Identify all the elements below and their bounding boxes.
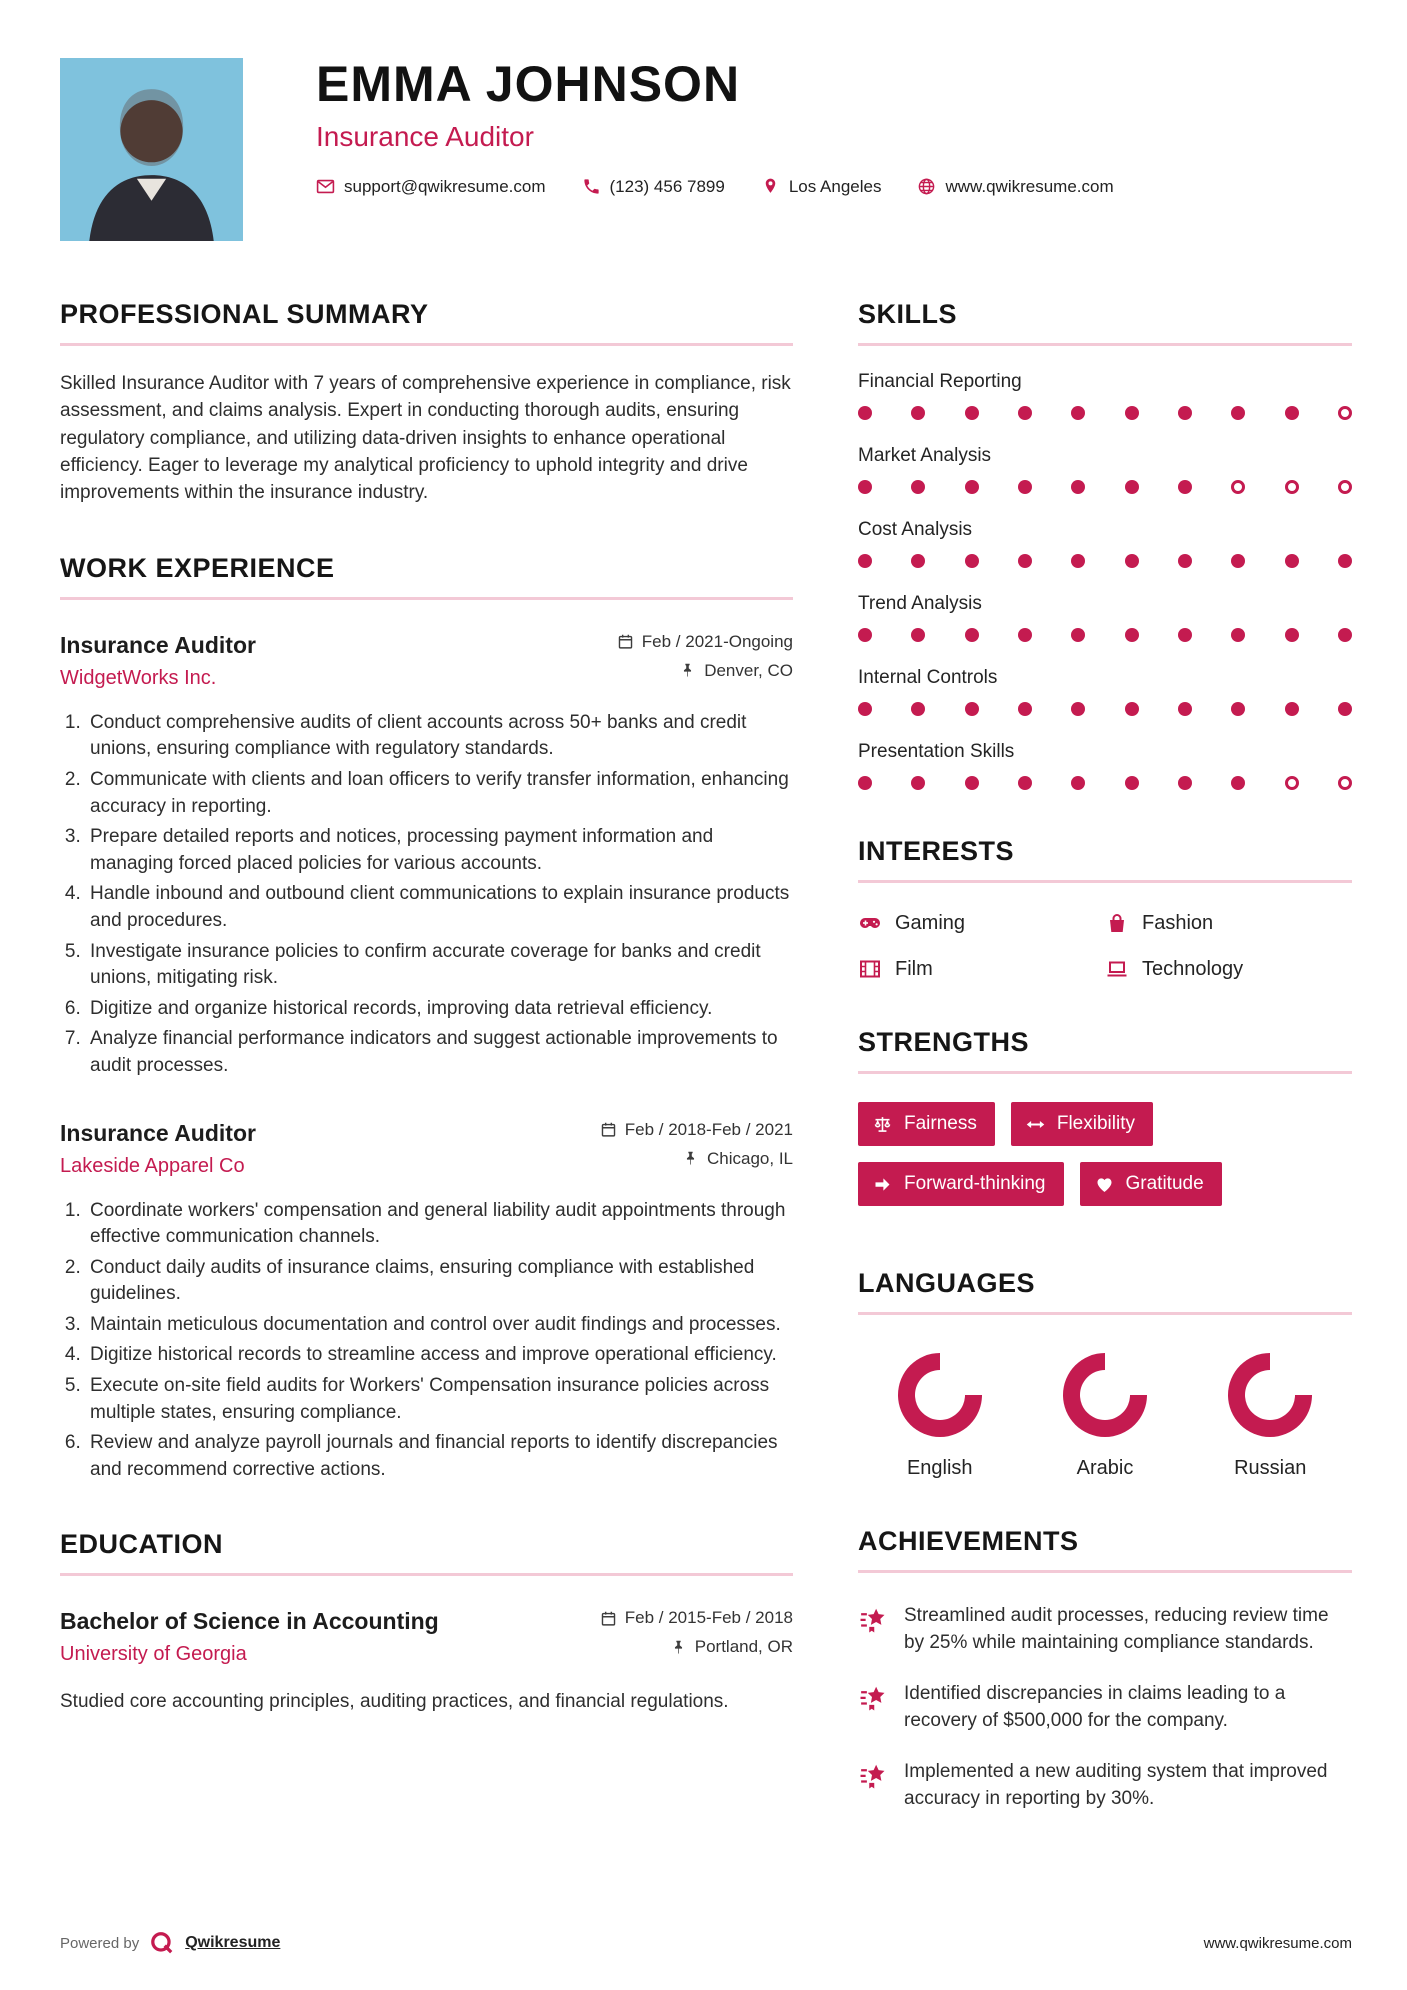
skill-dot bbox=[1178, 554, 1192, 568]
bullet: 5. Execute on-site field audits for Workers' Compensation insurance policies across multiple states, ensuring compliance. bbox=[86, 1373, 793, 1426]
section-professional-summary bbox=[60, 299, 793, 507]
skill-dot bbox=[1231, 776, 1245, 790]
location-pin-icon bbox=[761, 177, 780, 196]
language-donut bbox=[1063, 1353, 1147, 1437]
skill-row bbox=[858, 593, 1352, 642]
heart-icon bbox=[1094, 1174, 1115, 1195]
bullet: 2. Conduct daily audits of insurance claims, ensuring compliance with established guidelines. bbox=[86, 1255, 793, 1308]
skill-dot bbox=[1018, 776, 1032, 790]
achievement-text: Identified discrepancies in claims leading to a recovery of $500,000 for the company. bbox=[904, 1682, 1286, 1731]
calendar-icon bbox=[617, 633, 634, 650]
skill-label: Financial Reporting bbox=[858, 371, 1022, 392]
interest-item bbox=[858, 911, 1105, 935]
language-item bbox=[1027, 1353, 1183, 1480]
skill-label: Presentation Skills bbox=[858, 741, 1015, 762]
skill-dot bbox=[1231, 406, 1245, 420]
section-work-experience bbox=[60, 553, 793, 1484]
achievements-heading: ACHIEVEMENTS bbox=[858, 1526, 1352, 1573]
education-dates bbox=[600, 1608, 793, 1628]
skill-dot bbox=[1231, 554, 1245, 568]
skill-dot bbox=[1125, 480, 1139, 494]
bullet: 6. Digitize and organize historical records, improving data retrieval efficiency. bbox=[86, 996, 793, 1023]
right-column bbox=[858, 299, 1352, 1859]
skill-rating bbox=[858, 480, 1352, 494]
education-entry bbox=[60, 1608, 793, 1715]
language-label: Russian bbox=[1234, 1457, 1307, 1479]
contact-phone-text: (123) 456 7899 bbox=[609, 176, 725, 196]
contact-phone bbox=[582, 177, 725, 197]
skill-label: Internal Controls bbox=[858, 667, 998, 688]
job-head bbox=[60, 632, 793, 690]
skill-dot bbox=[1125, 406, 1139, 420]
skill-dot bbox=[1285, 554, 1299, 568]
contact-email[interactable] bbox=[316, 177, 546, 197]
bullet: 1. Conduct comprehensive audits of client accounts across 50+ banks and credit unions, ensuring compliance with regulatory standards. bbox=[86, 710, 793, 763]
calendar-icon bbox=[600, 1610, 617, 1627]
skill-label: Market Analysis bbox=[858, 445, 992, 466]
handbag-icon bbox=[1105, 911, 1129, 935]
globe-icon bbox=[917, 177, 936, 196]
skill-dot bbox=[858, 702, 872, 716]
gamepad-icon bbox=[858, 911, 882, 935]
language-donut bbox=[1228, 1353, 1312, 1437]
skill-dot bbox=[965, 480, 979, 494]
achievements-list bbox=[858, 1603, 1352, 1813]
film-icon bbox=[858, 957, 882, 981]
job-head bbox=[60, 1120, 793, 1178]
skill-dot bbox=[1285, 776, 1299, 790]
skill-dot bbox=[965, 776, 979, 790]
skills-heading: SKILLS bbox=[858, 299, 1352, 346]
job-entry bbox=[60, 632, 793, 1080]
work-heading: WORK EXPERIENCE bbox=[60, 553, 793, 600]
skill-dot bbox=[1018, 628, 1032, 642]
profile-photo-silhouette bbox=[60, 58, 243, 241]
qwikresume-brand-link[interactable]: Qwikresume bbox=[185, 1934, 281, 1951]
skill-row bbox=[858, 741, 1352, 790]
strength-badge bbox=[858, 1162, 1064, 1206]
header bbox=[0, 0, 1407, 241]
strength-label: Fairness bbox=[904, 1113, 977, 1134]
strength-badge bbox=[858, 1102, 995, 1146]
skill-dot bbox=[1071, 628, 1085, 642]
person-name: EMMA JOHNSON bbox=[316, 56, 741, 112]
skill-label: Trend Analysis bbox=[858, 593, 982, 614]
contact-email-text: support@qwikresume.com bbox=[344, 176, 546, 196]
phone-icon bbox=[582, 177, 601, 196]
footer bbox=[60, 1930, 1352, 1956]
bullet: 4. Handle inbound and outbound client communications to explain insurance products and procedures. bbox=[86, 881, 793, 934]
education-head bbox=[60, 1608, 793, 1666]
skill-dot bbox=[911, 406, 925, 420]
interest-item bbox=[1105, 957, 1352, 981]
profile-photo bbox=[60, 58, 243, 241]
skill-dot bbox=[1178, 702, 1192, 716]
job-company: WidgetWorks Inc. bbox=[60, 666, 217, 689]
skill-dot bbox=[1178, 776, 1192, 790]
language-item bbox=[862, 1353, 1018, 1480]
bullet: 3. Prepare detailed reports and notices, processing payment information and managing forced placed policies for various accounts. bbox=[86, 824, 793, 877]
skill-rating bbox=[858, 554, 1352, 568]
footer-brand bbox=[60, 1930, 280, 1956]
language-donut bbox=[898, 1353, 982, 1437]
header-text bbox=[316, 58, 1114, 197]
skill-rating bbox=[858, 702, 1352, 716]
bullet: 4. Digitize historical records to streamline access and improve operational efficiency. bbox=[86, 1342, 793, 1369]
skill-dot bbox=[1285, 480, 1299, 494]
skill-dot bbox=[1125, 554, 1139, 568]
section-strengths bbox=[858, 1027, 1352, 1222]
skill-rating bbox=[858, 776, 1352, 790]
bullet: 2. Communicate with clients and loan officers to verify transfer information, enhancing accuracy in reporting. bbox=[86, 767, 793, 820]
bullet: 5. Investigate insurance policies to confirm accurate coverage for banks and credit unions, mitigating risk. bbox=[86, 939, 793, 992]
pushpin-icon bbox=[670, 1639, 687, 1656]
job-head-left bbox=[60, 632, 256, 690]
left-column bbox=[60, 299, 793, 1859]
skill-dot bbox=[1018, 480, 1032, 494]
summary-text: Skilled Insurance Auditor with 7 years of comprehensive experience in compliance, risk assessment, and claims analysis. Expert in conducting thorough audits, ensuring regulatory compliance, and utilizing data-driven insights to enhance operational efficiency. Eager to leverage my analytical proficiency to uphold integrity and drive improvements within the insurance industry. bbox=[60, 373, 791, 504]
languages-heading: LANGUAGES bbox=[858, 1268, 1352, 1315]
contact-location bbox=[761, 177, 882, 197]
bullet: 1. Coordinate workers' compensation and general liability audit appointments through effective communication channels. bbox=[86, 1198, 793, 1251]
skill-dot bbox=[911, 554, 925, 568]
pushpin-icon bbox=[679, 662, 696, 679]
job-bullets bbox=[60, 710, 793, 1080]
job-dates-text: Feb / 2021-Ongoing bbox=[641, 631, 793, 651]
education-school: University of Georgia bbox=[60, 1643, 247, 1666]
calendar-icon bbox=[600, 1121, 617, 1138]
section-languages bbox=[858, 1268, 1352, 1480]
skill-dot bbox=[1018, 702, 1032, 716]
skill-row bbox=[858, 519, 1352, 568]
skill-row bbox=[858, 445, 1352, 494]
job-title: Insurance Auditor bbox=[60, 631, 256, 658]
education-text: Studied core accounting principles, auditing practices, and financial regulations. bbox=[60, 1691, 729, 1713]
job-dates bbox=[617, 632, 793, 652]
interests-heading: INTERESTS bbox=[858, 836, 1352, 883]
skill-rating bbox=[858, 628, 1352, 642]
star-badge-icon bbox=[858, 1605, 888, 1635]
person-title: Insurance Auditor bbox=[316, 120, 534, 152]
job-meta bbox=[617, 632, 793, 681]
skill-row bbox=[858, 667, 1352, 716]
skill-row bbox=[858, 371, 1352, 420]
skill-dot bbox=[1338, 480, 1352, 494]
achievement-text: Streamlined audit processes, reducing review time by 25% while maintaining compliance standards. bbox=[904, 1605, 1329, 1653]
skill-dot bbox=[1285, 406, 1299, 420]
language-item bbox=[1192, 1353, 1348, 1480]
education-dates-text: Feb / 2015-Feb / 2018 bbox=[624, 1608, 793, 1628]
bullet: 7. Analyze financial performance indicators and suggest actionable improvements to audit processes. bbox=[86, 1026, 793, 1079]
skill-dot bbox=[1231, 702, 1245, 716]
job-title: Insurance Auditor bbox=[60, 1119, 256, 1146]
job-dates-text: Feb / 2018-Feb / 2021 bbox=[624, 1119, 793, 1139]
section-achievements bbox=[858, 1526, 1352, 1813]
skill-dot bbox=[1338, 628, 1352, 642]
powered-by-label: Powered by bbox=[60, 1934, 140, 1952]
section-education bbox=[60, 1529, 793, 1715]
achievement-text: Implemented a new auditing system that improved accuracy in reporting by 30%. bbox=[904, 1760, 1328, 1809]
skill-dot bbox=[858, 776, 872, 790]
arrow-right-icon bbox=[872, 1174, 893, 1195]
skill-dot bbox=[1018, 406, 1032, 420]
pushpin-icon bbox=[682, 1150, 699, 1167]
strength-label: Flexibility bbox=[1056, 1113, 1135, 1134]
skill-dot bbox=[911, 480, 925, 494]
strength-badge bbox=[1080, 1162, 1222, 1206]
job-head-left bbox=[60, 1120, 256, 1178]
skill-dot bbox=[1018, 554, 1032, 568]
skill-dot bbox=[1125, 702, 1139, 716]
achievement-item bbox=[858, 1759, 1352, 1813]
education-head-left bbox=[60, 1608, 439, 1666]
achievement-item bbox=[858, 1603, 1352, 1657]
skill-dot bbox=[965, 628, 979, 642]
skill-dot bbox=[858, 480, 872, 494]
skill-dot bbox=[1071, 554, 1085, 568]
strength-label: Forward-thinking bbox=[904, 1173, 1046, 1194]
bullet: 3. Maintain meticulous documentation and control over audit findings and processes. bbox=[86, 1312, 793, 1339]
skill-dot bbox=[911, 628, 925, 642]
strength-badge bbox=[1011, 1102, 1153, 1146]
skill-dot bbox=[911, 776, 925, 790]
skill-dot bbox=[858, 628, 872, 642]
skill-dot bbox=[858, 554, 872, 568]
education-meta bbox=[600, 1608, 793, 1657]
skill-dot bbox=[1338, 406, 1352, 420]
laptop-icon bbox=[1105, 957, 1129, 981]
skill-dot bbox=[1125, 628, 1139, 642]
content-columns bbox=[0, 299, 1407, 1859]
education-location-text: Portland, OR bbox=[694, 1637, 793, 1657]
skill-dot bbox=[1125, 776, 1139, 790]
language-label: Arabic bbox=[1076, 1457, 1134, 1479]
skill-dot bbox=[1071, 480, 1085, 494]
skill-dot bbox=[1071, 776, 1085, 790]
contact-website-text: www.qwikresume.com bbox=[945, 176, 1114, 196]
star-badge-icon bbox=[858, 1761, 888, 1791]
section-skills bbox=[858, 299, 1352, 790]
skill-dot bbox=[1178, 406, 1192, 420]
skill-dot bbox=[1338, 776, 1352, 790]
job-meta bbox=[600, 1120, 793, 1169]
skill-dot bbox=[965, 406, 979, 420]
skill-label: Cost Analysis bbox=[858, 519, 973, 540]
languages-row bbox=[858, 1353, 1352, 1480]
left-right-arrow-icon bbox=[1025, 1114, 1046, 1135]
qwikresume-logo-icon bbox=[149, 1930, 175, 1956]
education-degree: Bachelor of Science in Accounting bbox=[60, 1608, 439, 1635]
star-badge-icon bbox=[858, 1683, 888, 1713]
skill-dot bbox=[858, 406, 872, 420]
skill-rating bbox=[858, 406, 1352, 420]
bullet: 6. Review and analyze payroll journals and financial reports to identify discrepancies and recommend corrective actions. bbox=[86, 1430, 793, 1483]
interest-item bbox=[858, 957, 1105, 981]
skill-dot bbox=[1231, 480, 1245, 494]
interests-grid bbox=[858, 911, 1352, 981]
skill-dot bbox=[1285, 628, 1299, 642]
education-location bbox=[670, 1637, 793, 1657]
summary-heading: PROFESSIONAL SUMMARY bbox=[60, 299, 793, 346]
footer-website-link[interactable]: www.qwikresume.com bbox=[1203, 1934, 1352, 1952]
skill-dot bbox=[911, 702, 925, 716]
job-location-text: Denver, CO bbox=[704, 660, 793, 680]
skill-dot bbox=[1338, 554, 1352, 568]
strengths-heading: STRENGTHS bbox=[858, 1027, 1352, 1074]
skill-dot bbox=[1178, 480, 1192, 494]
job-company: Lakeside Apparel Co bbox=[60, 1154, 245, 1177]
job-location-text: Chicago, IL bbox=[707, 1148, 793, 1168]
interest-label: Fashion bbox=[1142, 911, 1214, 934]
job-dates bbox=[600, 1120, 793, 1140]
job-entry bbox=[60, 1120, 793, 1484]
job-bullets bbox=[60, 1198, 793, 1484]
contact-website[interactable] bbox=[917, 177, 1113, 197]
section-interests bbox=[858, 836, 1352, 981]
scales-icon bbox=[872, 1114, 893, 1135]
strengths-badges bbox=[858, 1102, 1352, 1222]
skill-dot bbox=[1285, 702, 1299, 716]
skill-dot bbox=[1071, 702, 1085, 716]
skill-dot bbox=[1231, 628, 1245, 642]
email-icon bbox=[316, 177, 335, 196]
skill-dot bbox=[965, 702, 979, 716]
skill-dot bbox=[1071, 406, 1085, 420]
education-heading: EDUCATION bbox=[60, 1529, 793, 1576]
skill-dot bbox=[965, 554, 979, 568]
achievement-item bbox=[858, 1681, 1352, 1735]
contact-location-text: Los Angeles bbox=[788, 176, 882, 196]
skill-dot bbox=[1178, 628, 1192, 642]
interest-label: Film bbox=[895, 957, 933, 980]
contact-row bbox=[316, 177, 1114, 197]
interest-label: Technology bbox=[1142, 957, 1244, 980]
strength-label: Gratitude bbox=[1125, 1173, 1204, 1194]
job-location bbox=[679, 661, 793, 681]
job-location bbox=[682, 1149, 793, 1169]
skill-dot bbox=[1338, 702, 1352, 716]
interest-label: Gaming bbox=[895, 911, 966, 934]
language-label: English bbox=[906, 1457, 973, 1479]
interest-item bbox=[1105, 911, 1352, 935]
